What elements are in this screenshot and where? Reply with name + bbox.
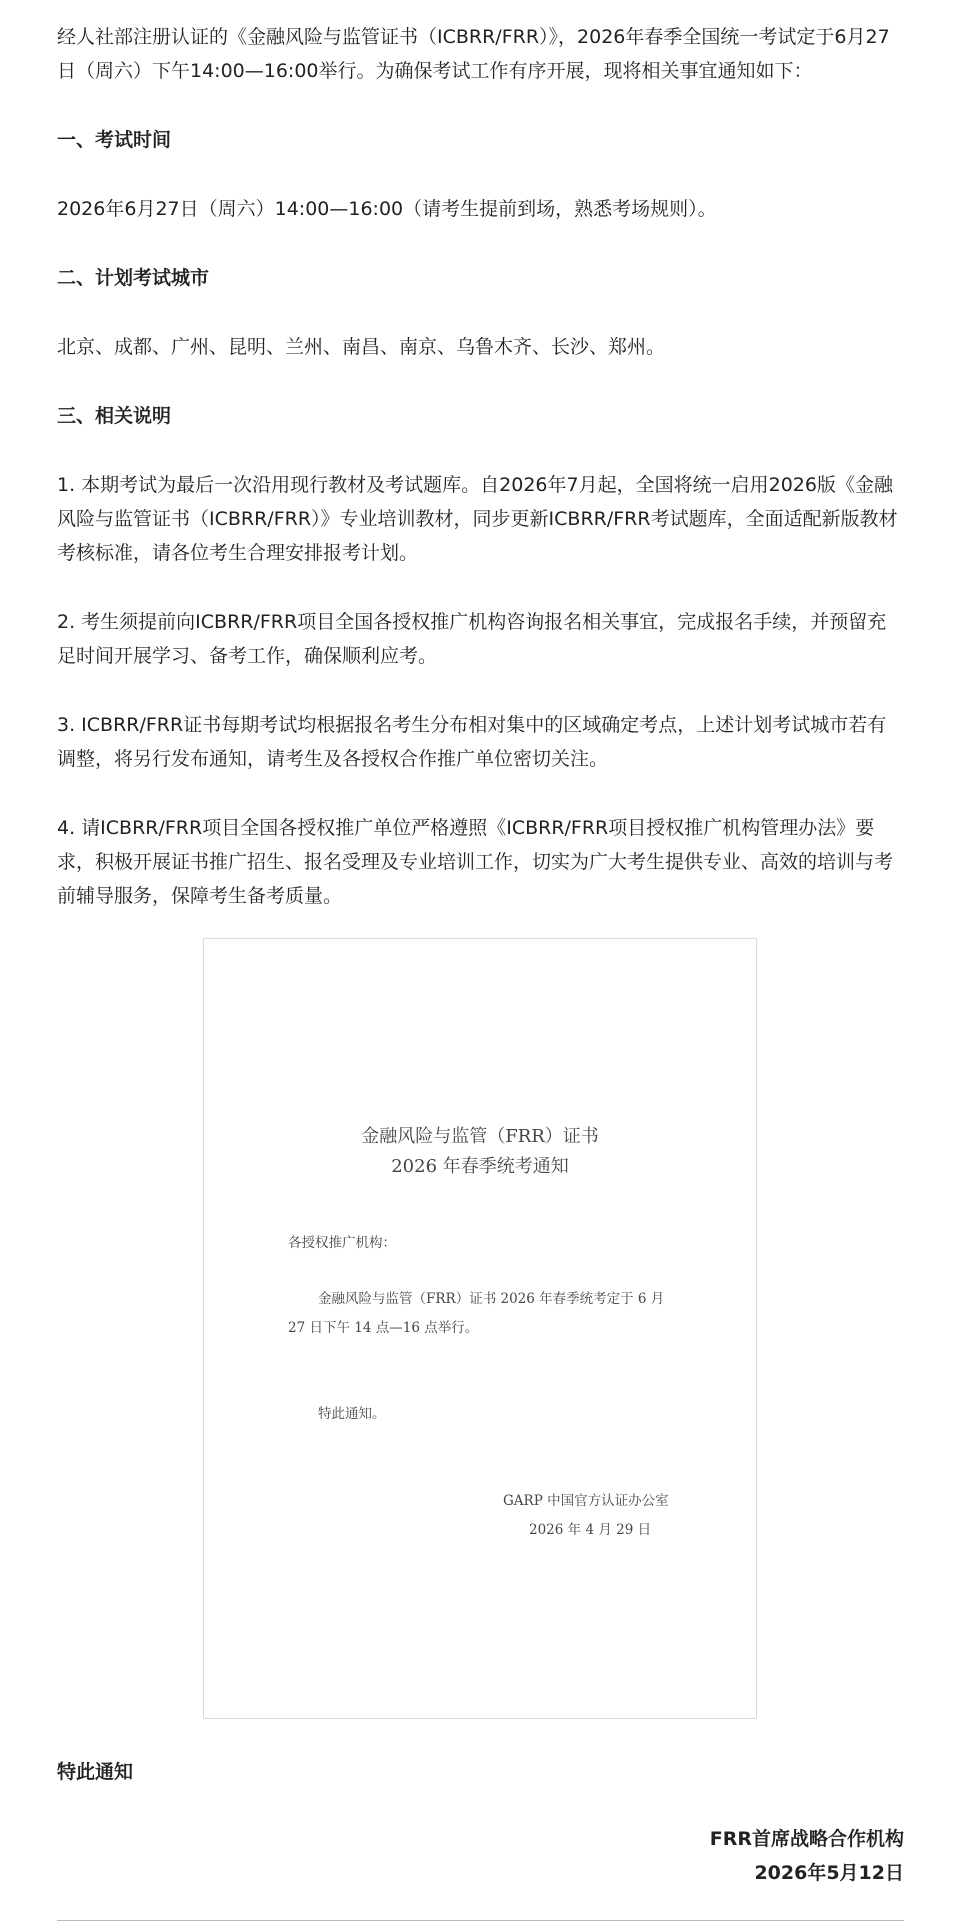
note-item-1: 1. 本期考试为最后一次沿用现行教材及考试题库。自2026年7月起，全国将统一启用2026版《金融风险与监管证书（ICBRR/FRR）》专业培训教材，同步更新ICBRR/FRR考试题库，全面适配新版教材考核标准，请各位考生合理安排报考计划。 [57,474,898,564]
scan-date: 2026 年 4 月 29 日 [529,1522,652,1538]
section-heading-exam-time: 一、考试时间 [57,129,172,151]
scan-body-line2: 27 日下午 14 点—16 点举行。 [288,1320,479,1336]
exam-time-text: 2026年6月27日（周六）14:00—16:00（请考生提前到场，熟悉考场规则）。 [57,198,717,220]
signature-org: FRR首席战略合作机构 [709,1828,904,1850]
signature-date: 2026年5月12日 [754,1862,904,1884]
scan-issuer: GARP 中国官方认证办公室 [503,1493,669,1509]
scan-body-line1: 金融风险与监管（FRR）证书 2026 年春季统考定于 6 月 [318,1291,665,1307]
scan-title-line1: 金融风险与监管（FRR）证书 [361,1126,599,1147]
exam-cities-text: 北京、成都、广州、昆明、兰州、南昌、南京、乌鲁木齐、长沙、郑州。 [57,336,666,358]
scan-salutation: 各授权推广机构： [288,1235,396,1251]
section-heading-exam-cities: 二、计划考试城市 [57,267,210,289]
section-heading-notes: 三、相关说明 [57,405,172,427]
intro-paragraph: 经人社部注册认证的《金融风险与监管证书（ICBRR/FRR）》，2026年春季全国统一考试定于6月27日（周六）下午14:00—16:00举行。为确保考试工作有序开展，现将相关事宜通知如下： [57,26,890,82]
scan-closing: 特此通知。 [318,1406,386,1422]
scan-title-line2: 2026 年春季统考通知 [391,1156,569,1177]
note-item-4: 4. 请ICBRR/FRR项目全国各授权推广单位严格遵照《ICBRR/FRR项目授权推广机构管理办法》要求，积极开展证书推广招生、报名受理及专业培训工作，切实为广大考生提供专业、高效的培训与考前辅导服务，保障考生备考质量。 [57,817,894,907]
divider [57,1920,904,1921]
article-body [57,20,904,948]
note-item-2: 2. 考生须提前向ICBRR/FRR项目全国各授权推广机构咨询报名相关事宜，完成报名手续，并预留充足时间开展学习、备考工作，确保顺利应考。 [57,611,887,667]
note-item-3: 3. ICBRR/FRR证书每期考试均根据报名考生分布相对集中的区域确定考点，上述计划考试城市若有调整，将另行发布通知，请考生及各授权合作推广单位密切关注。 [57,714,887,770]
notice-document-image [203,938,757,1719]
closing-text: 特此通知 [57,1761,134,1783]
